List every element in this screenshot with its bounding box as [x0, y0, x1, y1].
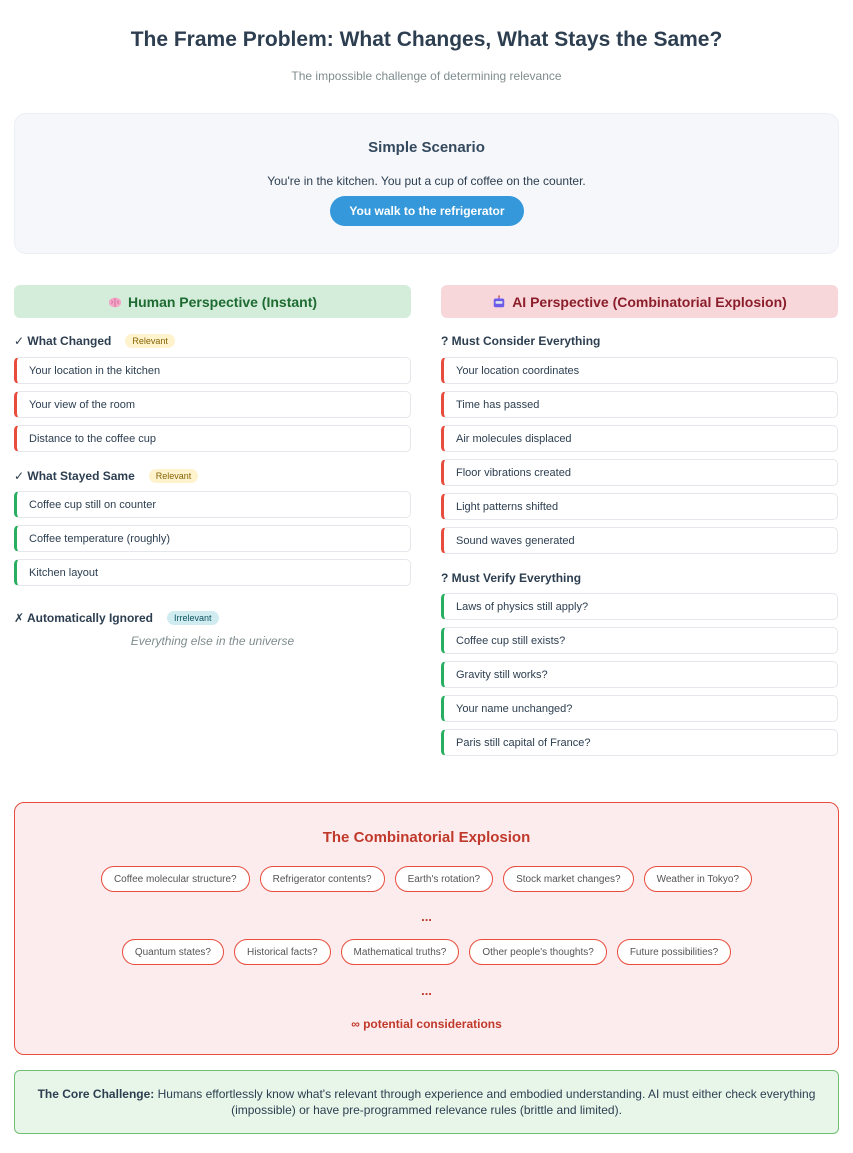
- list-item: Your view of the room: [14, 391, 411, 418]
- scenario-text: You're in the kitchen. You put a cup of coffee on the counter.: [267, 174, 586, 188]
- must-consider-title: [441, 334, 600, 348]
- consideration-pill: Stock market changes?: [503, 866, 634, 892]
- combinatorial-explosion-panel: [14, 802, 839, 1055]
- consideration-pill: Other people's thoughts?: [469, 939, 606, 965]
- what-stayed-same-label: ✓ What Stayed Same: [14, 469, 135, 483]
- what-changed-title: [14, 334, 175, 348]
- scenario-title: Simple Scenario: [368, 139, 485, 156]
- consideration-pill: Mathematical truths?: [341, 939, 460, 965]
- explosion-title: The Combinatorial Explosion: [322, 829, 531, 846]
- list-item: Laws of physics still apply?: [441, 593, 838, 620]
- list-item: Gravity still works?: [441, 661, 838, 688]
- list-item: Coffee cup still exists?: [441, 627, 838, 654]
- brain-icon: [108, 295, 122, 309]
- ai-perspective-header: [441, 285, 838, 318]
- pill-row: [15, 866, 838, 892]
- core-challenge-text: [37, 1086, 816, 1118]
- consideration-pill: Refrigerator contents?: [260, 866, 385, 892]
- list-item: Air molecules displaced: [441, 425, 838, 452]
- relevant-badge: Relevant: [149, 469, 199, 483]
- ai-header-label: AI Perspective (Combinatorial Explosion): [512, 293, 787, 310]
- list-item: Your location coordinates: [441, 357, 838, 384]
- human-header-label: Human Perspective (Instant): [127, 293, 318, 310]
- core-challenge-body: Humans effortlessly know what's relevant through experience and embodied understanding. AI must either check everything (impossible) or have pre-programmed relevance rules (brittle and limited).: [154, 1087, 816, 1117]
- list-item: Sound waves generated: [441, 527, 838, 554]
- relevant-badge: Relevant: [125, 334, 175, 348]
- list-item: Time has passed: [441, 391, 838, 418]
- robot-icon: [492, 295, 506, 309]
- irrelevant-badge: Irrelevant: [167, 611, 219, 625]
- automatically-ignored-title: [14, 611, 219, 625]
- consideration-pill: Future possibilities?: [617, 939, 731, 965]
- consideration-pill: Earth's rotation?: [395, 866, 494, 892]
- list-item: Your location in the kitchen: [14, 357, 411, 384]
- automatically-ignored-label: ✗ Automatically Ignored: [14, 611, 153, 625]
- must-consider-label: ? Must Consider Everything: [441, 334, 601, 348]
- must-verify-title: [441, 571, 581, 585]
- walk-to-refrigerator-button[interactable]: You walk to the refrigerator: [330, 196, 524, 226]
- ellipsis: ...: [421, 983, 432, 998]
- list-item: Paris still capital of France?: [441, 729, 838, 756]
- must-verify-label: ? Must Verify Everything: [441, 571, 582, 585]
- list-item: Your name unchanged?: [441, 695, 838, 722]
- ellipsis: ...: [421, 909, 432, 924]
- consideration-pill: Weather in Tokyo?: [644, 866, 752, 892]
- page-subtitle: The impossible challenge of determining relevance: [291, 69, 562, 83]
- core-challenge-box: [14, 1070, 839, 1134]
- list-item: Distance to the coffee cup: [14, 425, 411, 452]
- list-item: Coffee temperature (roughly): [14, 525, 411, 552]
- what-stayed-same-title: [14, 469, 198, 483]
- ignored-note: Everything else in the universe: [130, 634, 295, 648]
- list-item: Light patterns shifted: [441, 493, 838, 520]
- human-perspective-header: [14, 285, 411, 318]
- scenario-card: [14, 113, 839, 254]
- consideration-pill: Historical facts?: [234, 939, 331, 965]
- consideration-pill: Coffee molecular structure?: [101, 866, 250, 892]
- what-changed-label: ✓ What Changed: [14, 334, 112, 348]
- core-challenge-label: The Core Challenge:: [37, 1087, 155, 1101]
- list-item: Coffee cup still on counter: [14, 491, 411, 518]
- list-item: Kitchen layout: [14, 559, 411, 586]
- consideration-pill: Quantum states?: [122, 939, 224, 965]
- pill-row: [15, 939, 838, 965]
- page-title: The Frame Problem: What Changes, What Stays the Same?: [130, 28, 723, 51]
- list-item: Floor vibrations created: [441, 459, 838, 486]
- infinity-footer: ∞ potential considerations: [351, 1017, 502, 1031]
